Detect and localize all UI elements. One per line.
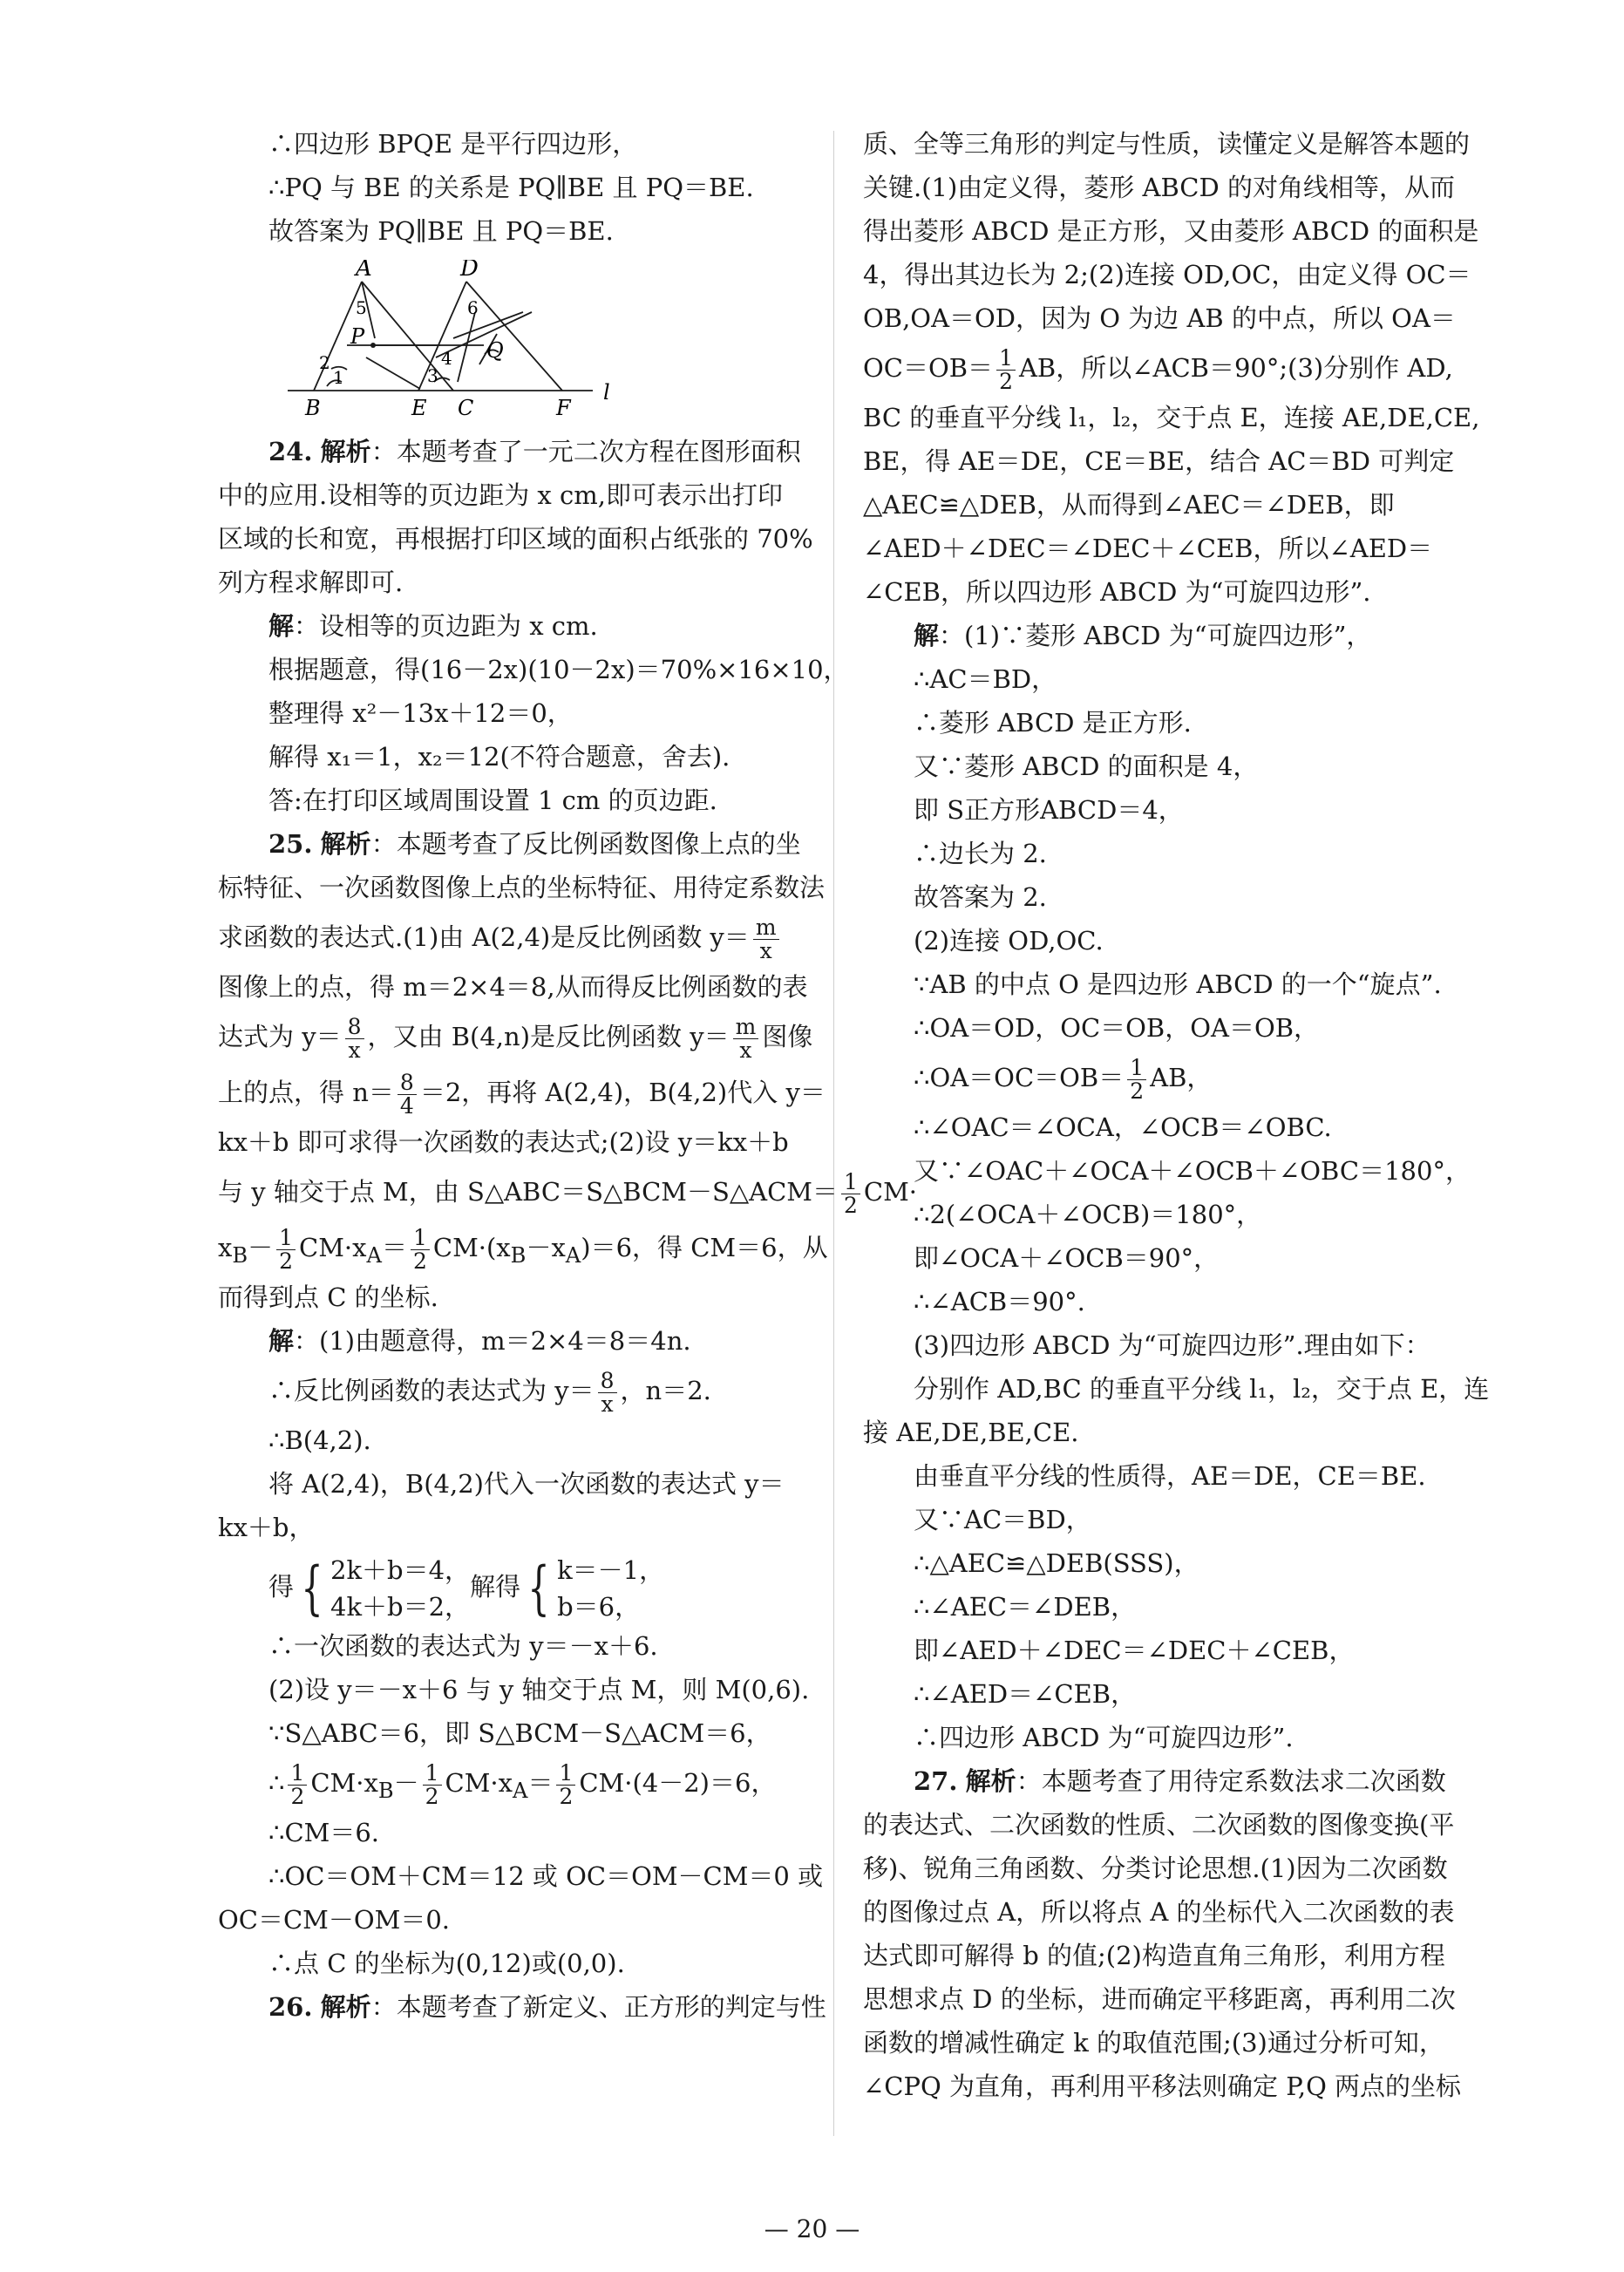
text-segment: CM·x bbox=[445, 1768, 513, 1798]
text-line bbox=[218, 1009, 811, 1065]
text-segment: － bbox=[393, 1768, 419, 1798]
text-line: 又∵菱形 ABCD 的面积是 4， bbox=[914, 752, 1259, 781]
text-line: ∵S△ABC＝6，即 S△BCM－S△ACM＝6， bbox=[268, 1718, 771, 1748]
label-F: F bbox=[556, 396, 571, 417]
fraction bbox=[276, 1224, 296, 1274]
denominator: 2 bbox=[559, 1783, 574, 1809]
text-line: 答:在打印区域周围设置 1 cm 的页边距. bbox=[268, 786, 717, 815]
numerator: 1 bbox=[423, 1762, 442, 1786]
text-line bbox=[863, 340, 1499, 396]
text-segment: 上的点，得 n＝ bbox=[218, 1078, 394, 1107]
label-A: A bbox=[356, 260, 372, 282]
text-line bbox=[218, 1164, 918, 1220]
text-line: ∴PQ 与 BE 的关系是 PQ∥BE 且 PQ＝BE. bbox=[268, 173, 754, 202]
fraction bbox=[996, 344, 1016, 394]
fraction bbox=[841, 1168, 860, 1218]
label-P: P bbox=[350, 324, 365, 349]
fraction bbox=[556, 1759, 575, 1809]
text-line: 关键.(1)由定义得，菱形 ABCD 的对角线相等，从而 bbox=[863, 173, 1455, 202]
label-C: C bbox=[458, 396, 474, 417]
text-line: ∴∠AED＝∠CEB， bbox=[914, 1679, 1137, 1709]
text-line: 又∵∠OAC＋∠OCA＋∠OCB＋∠OBC＝180°， bbox=[914, 1156, 1471, 1186]
text-line: 接 AE,DE,BE,CE. bbox=[863, 1418, 1079, 1447]
denominator: 2 bbox=[425, 1783, 439, 1809]
text-line: 又∵AC＝BD， bbox=[914, 1505, 1091, 1534]
text-line: ∴四边形 ABCD 为“可旋四边形”. bbox=[914, 1723, 1294, 1752]
solution-label: 解 bbox=[914, 621, 940, 650]
denominator: 2 bbox=[1130, 1078, 1145, 1104]
equation: b＝6， bbox=[557, 1592, 641, 1622]
text-line: 由垂直平分线的性质得，AE＝DE，CE＝BE. bbox=[914, 1461, 1426, 1491]
text-line: kx＋b 即可求得一次函数的表达式;(2)设 y＝kx＋b bbox=[218, 1127, 789, 1157]
text-line: ∴∠AEC＝∠DEB， bbox=[914, 1592, 1137, 1622]
text-segment: ：本题考查了用待定系数法求二次函数 bbox=[1016, 1766, 1446, 1796]
text-line: 分别作 AD,BC 的垂直平分线 l₁，l₂，交于点 E，连 bbox=[914, 1374, 1490, 1404]
text-line: 根据题意，得(16－2x)(10－2x)＝70%×16×10， bbox=[268, 655, 849, 684]
denominator: x bbox=[759, 937, 772, 963]
text-line: 故答案为 PQ∥BE 且 PQ＝BE. bbox=[268, 216, 614, 246]
text-segment: ：本题考查了新定义、正方形的判定与性 bbox=[370, 1992, 826, 2022]
text-segment: ∴反比例函数的表达式为 y＝ bbox=[268, 1376, 595, 1405]
text-segment: CM·x bbox=[310, 1768, 378, 1798]
equation: 2k＋b＝4， bbox=[330, 1555, 471, 1585]
text-line: OB,OA＝OD，因为 O 为边 AB 的中点，所以 OA＝ bbox=[863, 303, 1456, 333]
text-line: 中的应用.设相等的页边距为 x cm,即可表示出打印 bbox=[218, 480, 783, 510]
text-segment: ：(1)∵菱形 ABCD 为“可旋四边形”， bbox=[939, 621, 1372, 650]
text-line: 而得到点 C 的坐标. bbox=[218, 1282, 438, 1312]
text-line: 区域的长和宽，再根据打印区域的面积占纸张的 70% bbox=[218, 524, 813, 554]
angle-5: 5 bbox=[356, 297, 367, 318]
text-segment: 得 bbox=[268, 1572, 295, 1602]
text-segment: －x bbox=[526, 1233, 566, 1262]
text-line bbox=[218, 909, 811, 965]
equation-system bbox=[330, 1552, 470, 1625]
question-number: 24. bbox=[268, 437, 313, 466]
solution-label: 解 bbox=[268, 1326, 295, 1356]
text-segment: CM·(4－2)＝6， bbox=[579, 1768, 777, 1798]
text-segment: 解得 bbox=[470, 1572, 521, 1602]
text-line: 将 A(2,4)，B(4,2)代入一次函数的表达式 y＝ bbox=[268, 1469, 785, 1499]
text-line: 列方程求解即可. bbox=[218, 568, 404, 597]
text-segment: ＝ bbox=[527, 1768, 554, 1798]
text-line: ∴OC＝OM＋CM＝12 或 OC＝OM－CM＝0 或 bbox=[268, 1861, 824, 1891]
fraction bbox=[733, 1013, 759, 1063]
question-number: 27. bbox=[914, 1766, 958, 1796]
text-segment: ：本题考查了反比例函数图像上点的坐 bbox=[370, 829, 801, 859]
question-26-line bbox=[218, 1985, 826, 2029]
fraction bbox=[423, 1759, 442, 1809]
numerator: 8 bbox=[345, 1016, 364, 1039]
denominator: x bbox=[348, 1037, 361, 1063]
text-segment: AB，所以∠ACB＝90°;(3)分别作 AD, bbox=[1018, 353, 1453, 383]
fraction bbox=[288, 1759, 307, 1809]
text-segment: 与 y 轴交于点 M，由 S△ABC＝S△BCM－S△ACM＝ bbox=[218, 1177, 838, 1207]
text-line: ∴∠OAC＝∠OCA，∠OCB＝∠OBC. bbox=[914, 1112, 1332, 1142]
angle-3: 3 bbox=[427, 365, 438, 386]
text-line: ∠CPQ 为直角，再利用平移法则确定 P,Q 两点的坐标 bbox=[863, 2071, 1462, 2101]
text-line: 即∠OCA＋∠OCB＝90°， bbox=[914, 1243, 1220, 1273]
angle-4: 4 bbox=[441, 348, 452, 369]
denominator: 2 bbox=[844, 1192, 858, 1218]
text-segment: ∴OA＝OC＝OB＝ bbox=[914, 1063, 1125, 1092]
denominator: 2 bbox=[290, 1783, 305, 1809]
text-line: ∴AC＝BD， bbox=[914, 664, 1057, 694]
analysis-label: 解析 bbox=[320, 437, 371, 466]
text-segment: ，又由 B(4,n)是反比例函数 y＝ bbox=[367, 1022, 730, 1051]
geometry-figure bbox=[279, 260, 811, 430]
solution-line bbox=[218, 1319, 811, 1363]
numerator: m bbox=[733, 1016, 759, 1039]
numerator: 1 bbox=[1127, 1057, 1146, 1080]
text-segment: AB， bbox=[1150, 1063, 1213, 1092]
text-line: ∴B(4,2). bbox=[268, 1425, 371, 1455]
numerator: 1 bbox=[411, 1227, 430, 1250]
text-segment: 图像 bbox=[762, 1022, 813, 1051]
numerator: 1 bbox=[288, 1762, 307, 1786]
text-line: (2)设 y＝－x＋6 与 y 轴交于点 M，则 M(0,6). bbox=[268, 1675, 810, 1704]
text-line: ∴△AEC≌△DEB(SSS)， bbox=[914, 1548, 1199, 1578]
text-line: 4，得出其边长为 2;(2)连接 OD,OC，由定义得 OC＝ bbox=[863, 260, 1471, 289]
text-line: ∠AED＋∠DEC＝∠DEC＋∠CEB，所以∠AED＝ bbox=[863, 534, 1433, 563]
text-line: 质、全等三角形的判定与性质，读懂定义是解答本题的 bbox=[863, 129, 1471, 159]
text-segment: CM· bbox=[863, 1177, 918, 1207]
question-27-line bbox=[863, 1759, 1499, 1803]
text-segment: 求函数的表达式.(1)由 A(2,4)是反比例函数 y＝ bbox=[218, 922, 750, 952]
text-line bbox=[863, 1050, 1499, 1105]
parallelogram-construction-diagram bbox=[279, 260, 645, 417]
text-line: ∴边长为 2. bbox=[914, 839, 1047, 868]
text-line: (3)四边形 ABCD 为“可旋四边形”.理由如下： bbox=[914, 1330, 1430, 1360]
text-line: 解得 x₁＝1，x₂＝12(不符合题意，舍去). bbox=[268, 742, 730, 772]
text-segment: ：(1)由题意得，m＝2×4＝8＝4n. bbox=[294, 1326, 691, 1356]
subscript: B bbox=[377, 1778, 394, 1803]
brace: { bbox=[301, 1554, 323, 1622]
text-segment: )＝6，得 CM＝6，从 bbox=[581, 1233, 828, 1262]
label-D: D bbox=[460, 260, 479, 282]
text-line: 即 S正方形ABCD＝4， bbox=[914, 795, 1184, 825]
solution-label: 解 bbox=[268, 611, 295, 641]
text-segment: ＝2，再将 A(2,4)，B(4,2)代入 y＝ bbox=[419, 1078, 826, 1107]
text-line: BE，得 AE＝DE，CE＝BE，结合 AC＝BD 可判定 bbox=[863, 446, 1455, 476]
numerator: 8 bbox=[598, 1370, 617, 1393]
text-segment: CM·(x bbox=[432, 1233, 511, 1262]
text-line: ∴四边形 BPQE 是平行四边形， bbox=[268, 129, 638, 159]
analysis-label: 解析 bbox=[320, 1992, 371, 2022]
numerator: 1 bbox=[996, 347, 1016, 371]
denominator: 2 bbox=[999, 368, 1013, 394]
subscript: A bbox=[512, 1778, 528, 1803]
analysis-label: 解析 bbox=[965, 1766, 1016, 1796]
subscript: B bbox=[232, 1242, 248, 1268]
angle-1: 1 bbox=[333, 367, 344, 388]
text-line: 图像上的点，得 m＝2×4＝8,从而得反比例函数的表 bbox=[218, 972, 808, 1002]
fraction bbox=[1127, 1054, 1146, 1104]
label-E: E bbox=[411, 396, 427, 417]
equation: k＝－1， bbox=[557, 1555, 665, 1585]
question-number: 25. bbox=[268, 829, 313, 859]
equation: 4k＋b＝2， bbox=[330, 1592, 471, 1622]
text-line: 的图像过点 A，所以将点 A 的坐标代入二次函数的表 bbox=[863, 1897, 1455, 1927]
denominator: 2 bbox=[279, 1248, 294, 1274]
fraction bbox=[598, 1367, 617, 1417]
text-line: OC＝CM－OM＝0. bbox=[218, 1905, 450, 1935]
text-segment: 达式为 y＝ bbox=[218, 1022, 342, 1051]
text-line: ∴OA＝OD，OC＝OB，OA＝OB， bbox=[914, 1013, 1320, 1043]
denominator: 2 bbox=[412, 1248, 427, 1274]
text-line: 思想求点 D 的坐标，进而确定平移距离，再利用二次 bbox=[863, 1984, 1456, 2014]
label-l: l bbox=[603, 380, 610, 405]
text-line: 故答案为 2. bbox=[914, 882, 1047, 912]
text-line: (2)连接 OD,OC. bbox=[914, 926, 1104, 956]
fraction bbox=[398, 1071, 417, 1118]
analysis-label: 解析 bbox=[320, 829, 371, 859]
right-column bbox=[863, 122, 1499, 2108]
text-line: 的表达式、二次函数的性质、二次函数的图像变换(平 bbox=[863, 1810, 1455, 1840]
fraction bbox=[345, 1013, 364, 1063]
text-line bbox=[218, 1220, 828, 1275]
text-segment: ：本题考查了一元二次方程在图形面积 bbox=[370, 437, 801, 466]
text-line: 标特征、一次函数图像上点的坐标特征、用待定系数法 bbox=[218, 873, 826, 902]
text-segment: ：设相等的页边距为 x cm. bbox=[294, 611, 598, 641]
text-segment: CM·x bbox=[299, 1233, 367, 1262]
text-line: ∠CEB，所以四边形 ABCD 为“可旋四边形”. bbox=[863, 577, 1371, 607]
label-Q: Q bbox=[486, 338, 504, 363]
text-line: ∴菱形 ABCD 是正方形. bbox=[914, 708, 1192, 738]
numerator: 1 bbox=[841, 1171, 860, 1194]
question-25-line bbox=[218, 822, 811, 866]
text-line: ∴∠ACB＝90°. bbox=[914, 1287, 1085, 1316]
text-line bbox=[218, 1363, 811, 1418]
solution-line bbox=[218, 604, 811, 648]
numerator: 1 bbox=[276, 1227, 296, 1250]
denominator: x bbox=[601, 1391, 614, 1417]
text-segment: x bbox=[218, 1233, 233, 1262]
text-segment: ＝ bbox=[381, 1233, 407, 1262]
question-24-line bbox=[218, 430, 811, 473]
fraction bbox=[753, 916, 779, 963]
denominator: 4 bbox=[399, 1092, 414, 1119]
subscript: A bbox=[366, 1242, 382, 1268]
fraction bbox=[411, 1224, 430, 1274]
numerator: 8 bbox=[398, 1071, 417, 1095]
text-segment: ∴ bbox=[268, 1768, 285, 1798]
subscript: A bbox=[565, 1242, 581, 1268]
denominator: x bbox=[739, 1037, 752, 1063]
numerator: 1 bbox=[556, 1762, 575, 1786]
text-line: ∴2(∠OCA＋∠OCB)＝180°， bbox=[914, 1200, 1262, 1229]
label-B: B bbox=[305, 396, 321, 417]
equation-system bbox=[557, 1552, 664, 1625]
column-divider bbox=[833, 131, 834, 2136]
text-line bbox=[218, 1065, 826, 1120]
text-segment: OC＝OB＝ bbox=[863, 353, 994, 383]
question-number: 26. bbox=[268, 1992, 313, 2022]
text-line: ∴CM＝6. bbox=[268, 1818, 380, 1847]
subscript: B bbox=[510, 1242, 527, 1268]
solution-line bbox=[863, 614, 1499, 657]
numerator: m bbox=[753, 916, 779, 940]
text-line: 得出菱形 ABCD 是正方形，又由菱形 ABCD 的面积是 bbox=[863, 216, 1479, 246]
text-line: 函数的增减性确定 k 的取值范围;(3)通过分析可知， bbox=[863, 2028, 1444, 2058]
text-segment: ，n＝2. bbox=[620, 1376, 711, 1405]
left-column bbox=[218, 122, 918, 2029]
text-line: △AEC≌△DEB，从而得到∠AEC＝∠DEB，即 bbox=[863, 490, 1395, 520]
text-line: 移)、锐角三角函数、分类讨论思想.(1)因为二次函数 bbox=[863, 1854, 1448, 1883]
text-line: 即∠AED＋∠DEC＝∠DEC＋∠CEB， bbox=[914, 1636, 1355, 1665]
text-line: 达式即可解得 b 的值;(2)构造直角三角形，利用方程 bbox=[863, 1941, 1445, 1970]
equation-system-line bbox=[218, 1549, 811, 1624]
angle-6: 6 bbox=[467, 297, 479, 318]
text-segment: － bbox=[248, 1233, 274, 1262]
text-line: 整理得 x²－13x＋12＝0， bbox=[268, 698, 573, 728]
text-line: BC 的垂直平分线 l₁，l₂，交于点 E，连接 AE,DE,CE, bbox=[863, 403, 1480, 432]
brace: { bbox=[527, 1554, 550, 1622]
text-line: ∴一次函数的表达式为 y＝－x＋6. bbox=[268, 1631, 658, 1661]
text-line: ∵AB 的中点 O 是四边形 ABCD 的一个“旋点”. bbox=[914, 969, 1442, 999]
angle-2: 2 bbox=[319, 352, 330, 373]
text-line: ∴点 C 的坐标为(0,12)或(0,0). bbox=[268, 1949, 625, 1978]
text-line bbox=[218, 1755, 811, 1811]
text-line: kx＋b， bbox=[218, 1513, 315, 1542]
page-number: — 20 — bbox=[764, 2214, 860, 2243]
